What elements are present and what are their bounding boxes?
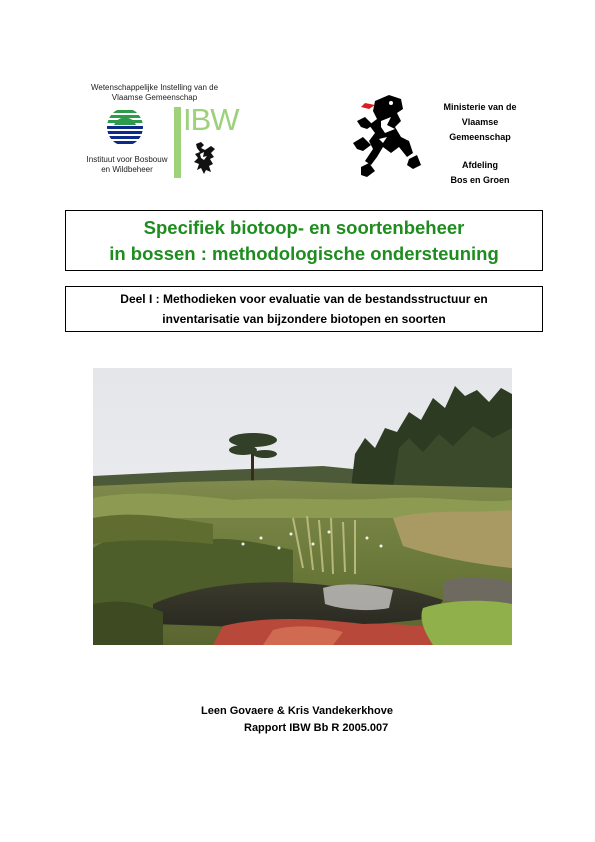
ibw-lion-icon xyxy=(191,140,219,176)
report-title-line: in bossen : methodologische ondersteuning xyxy=(109,243,499,264)
ibw-name-line: en Wildbeheer xyxy=(101,165,153,174)
ibw-logo-bar xyxy=(174,107,181,178)
flemish-lion-icon xyxy=(351,91,423,179)
ibw-institute-name xyxy=(72,155,182,175)
report-title-box xyxy=(65,210,543,271)
authors: Leen Govaere & Kris Vandekerkhove xyxy=(201,705,393,717)
department-line: Afdeling xyxy=(462,160,498,170)
report-subtitle-line: inventarisatie van bijzondere biotopen en soorten xyxy=(162,312,446,326)
report-title-line: Specifiek biotoop- en soortenbeheer xyxy=(143,217,465,238)
ibw-logo-letters: IBW xyxy=(183,102,239,137)
ibw-globe-icon xyxy=(106,107,144,147)
ibw-name-line: Wetenschappelijke Instelling van de xyxy=(90,83,219,92)
department-line: Bos en Groen xyxy=(450,175,510,185)
ibw-name-line: Vlaamse Gemeenschap xyxy=(111,93,198,102)
report-subtitle-box xyxy=(65,286,543,332)
report-subtitle-line: Deel I : Methodieken voor evaluatie van de bestandsstructuur en xyxy=(120,292,488,306)
ministry-line: Vlaamse xyxy=(461,117,499,127)
cover-photo xyxy=(93,368,512,645)
ministry-line: Ministerie van de xyxy=(443,102,517,112)
ibw-institution-name xyxy=(72,83,237,103)
ibw-name-line: Instituut voor Bosbouw xyxy=(86,155,168,164)
ministry-line: Gemeenschap xyxy=(449,132,511,142)
ministry-name xyxy=(430,100,530,188)
report-number: Rapport IBW Bb R 2005.007 xyxy=(244,722,389,734)
